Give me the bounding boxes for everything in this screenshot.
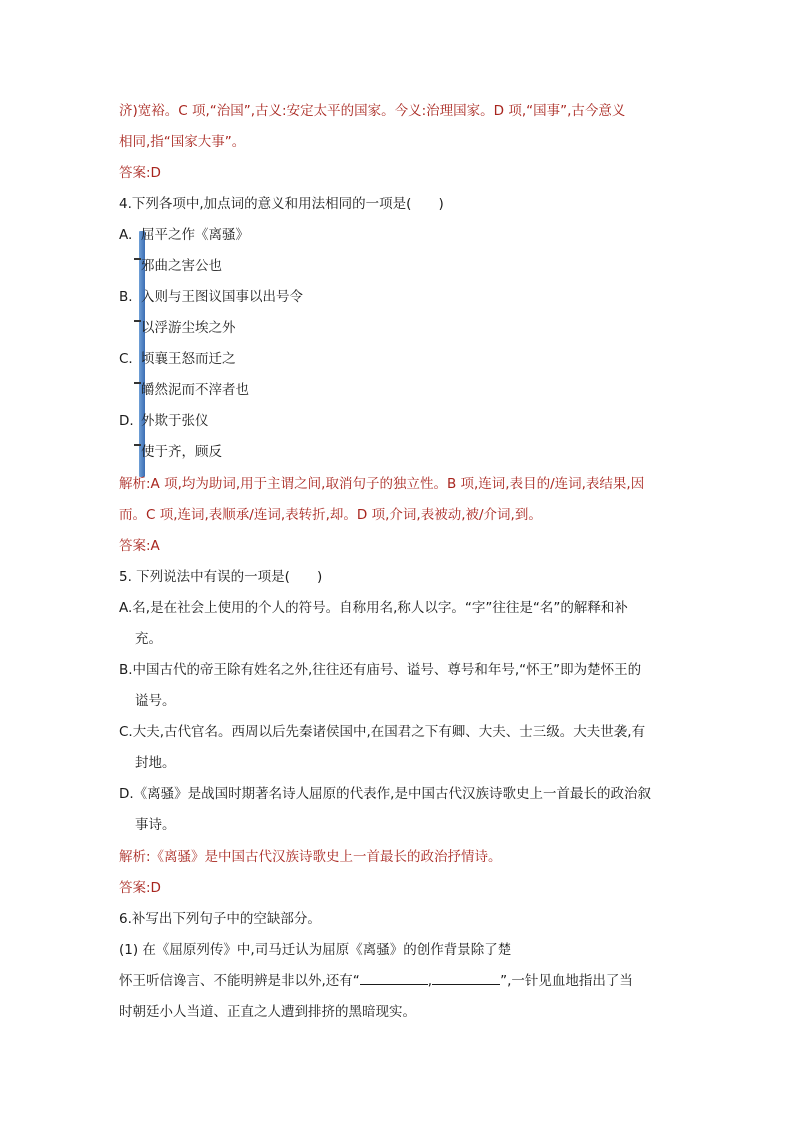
bracket-tick <box>134 258 141 260</box>
option-a-cont: 充。 <box>135 631 162 647</box>
text-line: 济)宽裕。C 项,“治国”,古义:安定太平的国家。今义:治理国家。D 项,“国事”,古今意义 <box>119 103 626 119</box>
question-4: 4.下列各项中,加点词的意义和用法相同的一项是( ) <box>119 196 444 212</box>
option-label: A. <box>119 227 133 243</box>
option-b-sentence-2: 以浮游尘埃之外 <box>141 320 236 336</box>
answer-line: 答案:D <box>119 165 161 181</box>
explanation-4: 而。C 项,连词,表顺承/连词,表转折,却。D 项,介词,表被动,被/介词,到。 <box>119 507 542 523</box>
option-label: B. <box>119 289 133 305</box>
question-5: 5. 下列说法中有误的一项是( ) <box>119 569 323 585</box>
fill-blank <box>360 971 428 985</box>
option-d-sentence-1: 外欺于张仪 <box>141 413 209 429</box>
answer-line: 答案:D <box>119 880 161 896</box>
explanation-5: 解析:《离骚》是中国古代汉族诗歌史上一首最长的政治抒情诗。 <box>119 849 502 865</box>
text-segment: 怀王听信谗言、不能明辨是非以外,还有“ <box>119 973 360 989</box>
option-b-sentence-1: 入则与王图议国事以出号令 <box>141 289 303 305</box>
text-segment: , <box>427 973 433 989</box>
option-a: A.名,是在社会上使用的个人的符号。自称用名,称人以字。“字”往往是“名”的解释和补 <box>119 600 628 616</box>
explanation-4: 解析:A 项,均为助词,用于主谓之间,取消句子的独立性。B 项,连词,表目的/连词,表结果,因 <box>119 476 645 492</box>
bracket-tick <box>134 382 141 384</box>
option-b: B.中国古代的帝王除有姓名之外,往往还有庙号、谥号、尊号和年号,“怀王”即为楚怀王的 <box>119 662 642 678</box>
answer-line: 答案:A <box>119 538 160 554</box>
option-d-sentence-2: 使于齐，顾反 <box>141 444 222 460</box>
question-6-part-1: (1) 在《屈原列传》中,司马迁认为屈原《离骚》的创作背景除了楚 <box>119 942 512 958</box>
question-6: 6.补写出下列句子中的空缺部分。 <box>119 911 321 927</box>
bracket-tick <box>134 320 141 322</box>
option-c: C.大夫,古代官名。西周以后先秦诸侯国中,在国君之下有卿、大夫、士三级。大夫世袭,有 <box>119 724 646 740</box>
question-6-part-1-cont <box>119 971 633 991</box>
option-b-cont: 谥号。 <box>135 693 176 709</box>
option-c-sentence-1: 顷襄王怒而迁之 <box>141 351 236 367</box>
bracket-tick <box>134 444 141 446</box>
option-label: D. <box>119 413 134 429</box>
option-label: C. <box>119 351 133 367</box>
question-6-part-1-cont: 时朝廷小人当道、正直之人遭到排挤的黑暗现实。 <box>119 1004 416 1020</box>
text-segment: ”,一针见血地指出了当 <box>500 973 633 989</box>
text-line: 相同,指“国家大事”。 <box>119 134 246 150</box>
option-c-cont: 封地。 <box>135 755 176 771</box>
option-c-sentence-2: 皭然泥而不滓者也 <box>141 382 249 398</box>
fill-blank <box>432 971 500 985</box>
option-d: D.《离骚》是战国时期著名诗人屈原的代表作,是中国古代汉族诗歌史上一首最长的政治叙 <box>119 786 651 802</box>
option-a-sentence-2: 邪曲之害公也 <box>141 258 222 274</box>
option-d-cont: 事诗。 <box>135 817 176 833</box>
option-a-sentence-1: 屈平之作《离骚》 <box>141 227 249 243</box>
